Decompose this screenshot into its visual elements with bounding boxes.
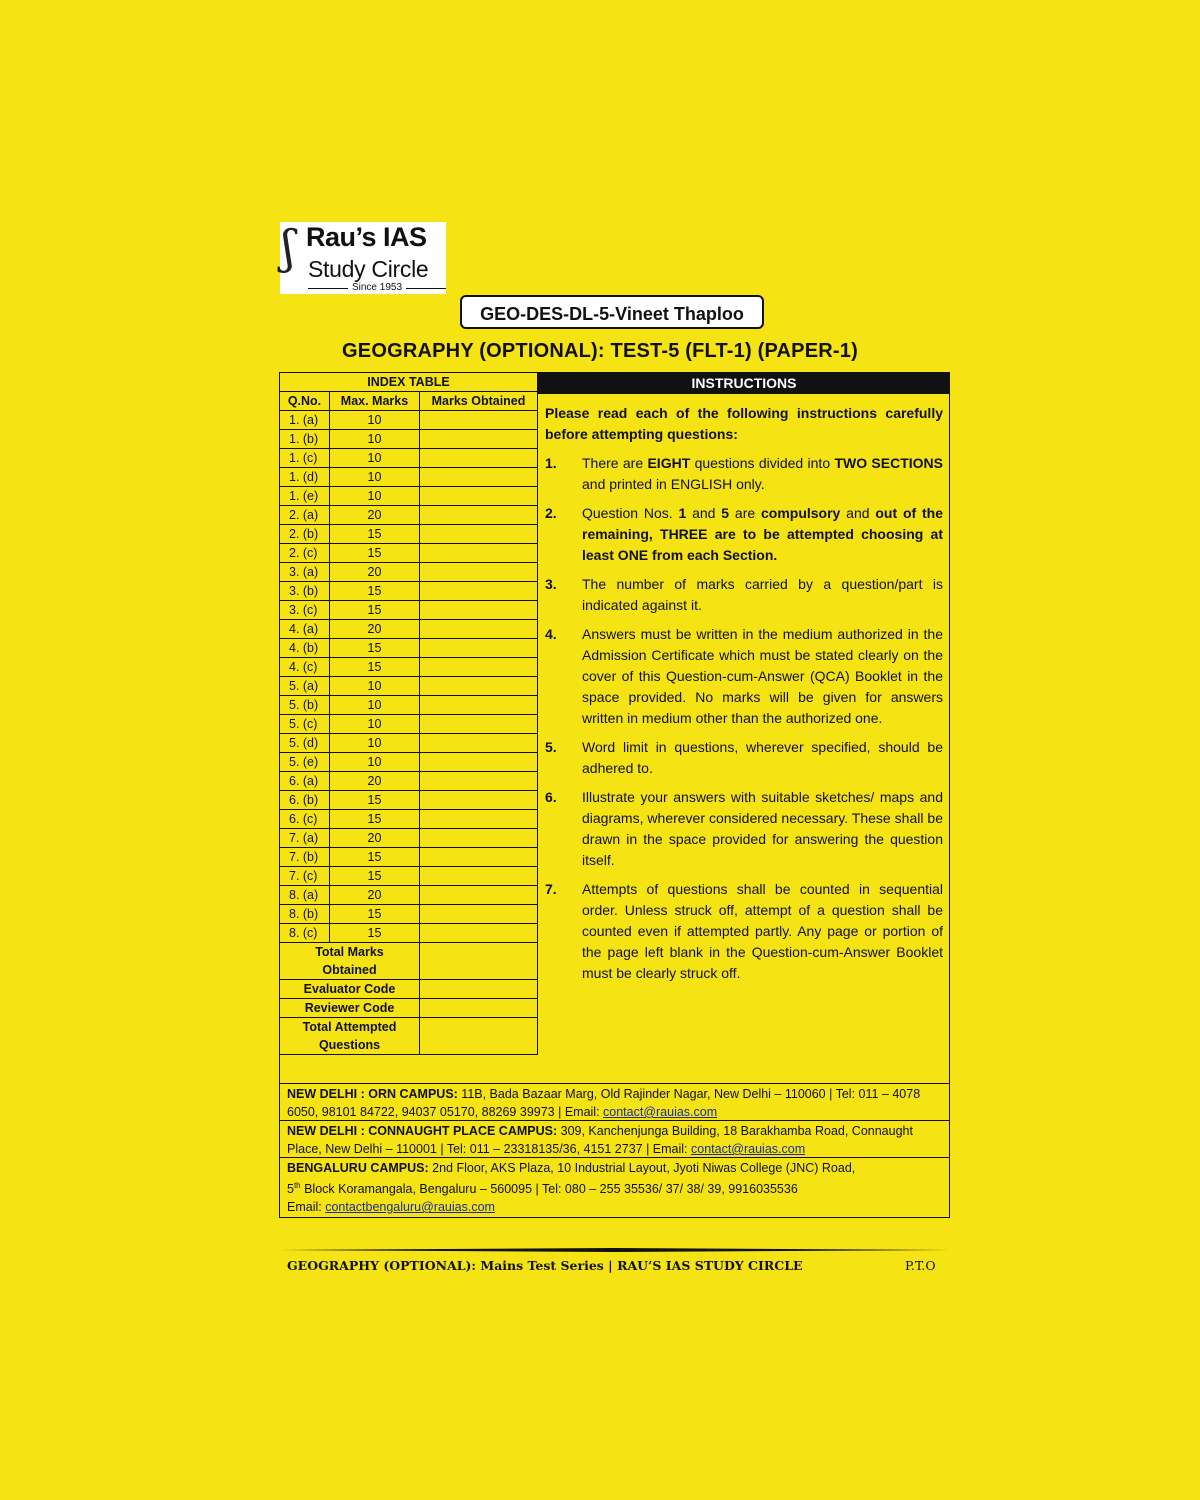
instruction-number: 4. [545,626,557,642]
marks-obtained-cell [420,601,538,620]
max-marks: 10 [330,696,420,715]
address-blr-label: BENGALURU CAMPUS: [287,1161,429,1175]
table-row [280,696,538,715]
table-row [280,411,538,430]
max-marks: 20 [330,620,420,639]
index-table-body [280,411,538,1055]
max-marks: 20 [330,563,420,582]
max-marks: 10 [330,753,420,772]
instructions-body [545,403,943,992]
question-number: 8. (b) [280,905,330,924]
logo-line1: Rau’s IAS [306,222,427,252]
max-marks: 15 [330,601,420,620]
max-marks: 10 [330,468,420,487]
address-cp-text: 309, Kanchenjunga Building, 18 Barakhamba Road, Connaught Place, New Delhi – 110001 | Tel: 011 – 23318135/36, 4151 2737 | Email: [287,1124,913,1156]
question-number: 5. (d) [280,734,330,753]
instruction-text: Word limit in questions, wherever specified, should be adhered to. [582,739,943,776]
question-number: 1. (b) [280,430,330,449]
instruction-text: TWO SECTIONS [834,455,943,471]
marks-obtained-cell [420,696,538,715]
max-marks: 15 [330,924,420,943]
instruction-text: Illustrate your answers with suitable sketches/ maps and diagrams, wherever considered necessary. These shall be drawn in the space provided for answering the question itself. [582,789,943,868]
index-table [279,372,538,1055]
question-number: 2. (a) [280,506,330,525]
address-cp [279,1120,950,1160]
instructions-intro: Please read each of the following instructions carefully before attempting questions: [545,405,943,442]
max-marks: 10 [330,430,420,449]
instruction-text: 5 [721,505,730,521]
marks-obtained-cell [420,886,538,905]
question-number: 7. (b) [280,848,330,867]
footer-pto: P.T.O [905,1258,936,1273]
max-marks: 20 [330,772,420,791]
summary-label: Total Attempted Questions [280,1018,420,1055]
table-row [280,430,538,449]
logo-mark-icon: ʃ [282,220,295,274]
address-blr-block-sup: th [293,1181,301,1190]
table-row [280,810,538,829]
marks-obtained-cell [420,525,538,544]
page-title: GEOGRAPHY (OPTIONAL): TEST-5 (FLT-1) (PAPER-1) [342,340,858,362]
summary-label: Reviewer Code [280,999,420,1018]
marks-obtained-cell [420,544,538,563]
footer-series-text: GEOGRAPHY (OPTIONAL): Mains Test Series | RAU’S IAS STUDY CIRCLE [287,1258,803,1273]
instruction-item [545,737,943,779]
table-row [280,848,538,867]
question-number: 6. (a) [280,772,330,791]
address-cp-label: NEW DELHI : CONNAUGHT PLACE CAMPUS: [287,1124,558,1138]
instruction-text: There are [582,455,648,471]
instruction-text: and printed in ENGLISH only. [582,476,765,492]
table-row [280,544,538,563]
question-number: 1. (d) [280,468,330,487]
question-number: 1. (c) [280,449,330,468]
marks-obtained-cell [420,677,538,696]
instruction-text: EIGHT [647,455,691,471]
summary-label: Evaluator Code [280,980,420,999]
max-marks: 15 [330,658,420,677]
instruction-text: compulsory [760,505,841,521]
instructions-list [545,453,943,984]
table-row [280,601,538,620]
max-marks: 15 [330,810,420,829]
max-marks: 10 [330,411,420,430]
question-number: 7. (c) [280,867,330,886]
marks-obtained-cell [420,506,538,525]
question-number: 7. (a) [280,829,330,848]
instructions-heading: INSTRUCTIONS [538,372,950,394]
instruction-item [545,624,943,729]
email-link-orn[interactable]: contact@rauias.com [603,1105,718,1119]
marks-obtained-cell [420,715,538,734]
table-row [280,886,538,905]
col-qno: Q.No. [280,392,330,411]
marks-obtained-cell [420,734,538,753]
marks-obtained-cell [420,905,538,924]
max-marks: 15 [330,905,420,924]
question-number: 2. (b) [280,525,330,544]
summary-value-cell [420,943,538,980]
marks-obtained-cell [420,772,538,791]
summary-value-cell [420,980,538,999]
question-number: 6. (c) [280,810,330,829]
summary-row [280,1018,538,1055]
summary-row [280,943,538,980]
instruction-number: 7. [545,881,557,897]
instruction-text: 1 [678,505,687,521]
marks-obtained-cell [420,753,538,772]
marks-obtained-cell [420,829,538,848]
table-row [280,867,538,886]
instruction-text: Answers must be written in the medium authorized in the Admission Certificate which must be stated clearly on the cover of this Question-cum-Answer (QCA) Booklet in the space provided. No marks will be given for answers written in medium other than the authorized one. [582,626,943,726]
table-row [280,620,538,639]
instruction-number: 5. [545,739,557,755]
question-number: 4. (b) [280,639,330,658]
instruction-text: and [686,505,722,521]
address-blr-block-num: 5 [287,1182,294,1197]
summary-row [280,999,538,1018]
question-number: 3. (a) [280,563,330,582]
logo-line2: Study Circle [308,256,429,282]
marks-obtained-cell [420,791,538,810]
question-number: 1. (e) [280,487,330,506]
email-link-cp[interactable]: contact@rauias.com [691,1142,806,1156]
max-marks: 15 [330,848,420,867]
instruction-number: 3. [545,576,557,592]
max-marks: 10 [330,734,420,753]
table-row [280,468,538,487]
question-number: 8. (a) [280,886,330,905]
table-row [280,753,538,772]
question-number: 8. (c) [280,924,330,943]
instruction-item [545,574,943,616]
table-row [280,734,538,753]
question-number: 5. (a) [280,677,330,696]
max-marks: 20 [330,829,420,848]
table-row [280,658,538,677]
address-blr-line1: 2nd Floor, AKS Plaza, 10 Industrial Layout, Jyoti Niwas College (JNC) Road, [428,1161,856,1175]
marks-obtained-cell [420,582,538,601]
table-row [280,905,538,924]
table-row [280,449,538,468]
summary-row [280,980,538,999]
col-marks-obtained: Marks Obtained [420,392,538,411]
marks-obtained-cell [420,620,538,639]
address-blr-line2: Block Koramangala, Bengaluru – 560095 | Tel: 080 – 255 35536/ 37/ 38/ 39, 9916035536 [300,1182,798,1197]
question-number: 5. (c) [280,715,330,734]
question-number: 5. (e) [280,753,330,772]
instruction-text: The number of marks carried by a question/part is indicated against it. [582,576,943,613]
table-row [280,772,538,791]
address-orn [279,1083,950,1123]
question-number: 1. (a) [280,411,330,430]
col-max-marks: Max. Marks [330,392,420,411]
instruction-text: out of the remaining, THREE are to be attempted choosing at least ONE from each Section. [582,505,943,563]
question-number: 5. (b) [280,696,330,715]
marks-obtained-cell [420,468,538,487]
max-marks: 15 [330,791,420,810]
table-row [280,639,538,658]
max-marks: 20 [330,506,420,525]
footer-divider [279,1248,950,1252]
instruction-text: Attempts of questions shall be counted in sequential order. Unless struck off, attempt of a question shall be counted even if attempted partly. Any page or portion of the page left blank in the Question-cum-Answer Booklet must be clearly struck off. [582,881,943,981]
marks-obtained-cell [420,658,538,677]
test-code-label: GEO-DES-DL-5-Vineet Thaploo [460,295,764,329]
address-orn-label: NEW DELHI : ORN CAMPUS: [287,1087,458,1101]
raus-ias-logo [280,222,446,294]
instruction-text: and [840,505,876,521]
instruction-number: 1. [545,455,557,471]
marks-obtained-cell [420,810,538,829]
marks-obtained-cell [420,449,538,468]
instruction-item [545,453,943,495]
instruction-item [545,879,943,984]
instruction-item [545,787,943,871]
instruction-text: are [729,505,761,521]
max-marks: 10 [330,449,420,468]
max-marks: 15 [330,867,420,886]
instruction-text: questions divided into [690,455,835,471]
table-row [280,525,538,544]
question-number: 6. (b) [280,791,330,810]
table-row [280,506,538,525]
max-marks: 10 [330,487,420,506]
max-marks: 15 [330,582,420,601]
instruction-text: Question Nos. [582,505,679,521]
address-blr-email-label: Email: [287,1200,326,1215]
max-marks: 15 [330,639,420,658]
table-row [280,677,538,696]
marks-obtained-cell [420,867,538,886]
address-orn-text: 11B, Bada Bazaar Marg, Old Rajinder Nagar, New Delhi – 110060 | Tel: 011 – 4078 6050, 98101 84722, 94037 05170, 88269 39973 | Email: [287,1087,921,1119]
marks-obtained-cell [420,430,538,449]
marks-obtained-cell [420,563,538,582]
summary-value-cell [420,1018,538,1055]
question-number: 3. (b) [280,582,330,601]
instruction-item [545,503,943,566]
question-number: 2. (c) [280,544,330,563]
summary-value-cell [420,999,538,1018]
max-marks: 10 [330,677,420,696]
table-row [280,487,538,506]
instruction-number: 6. [545,789,557,805]
question-number: 4. (c) [280,658,330,677]
question-number: 3. (c) [280,601,330,620]
table-row [280,582,538,601]
max-marks: 10 [330,715,420,734]
index-table-heading: INDEX TABLE [280,373,538,392]
logo-since: Since 1953 [308,283,446,293]
marks-obtained-cell [420,848,538,867]
table-row [280,829,538,848]
marks-obtained-cell [420,639,538,658]
summary-label: Total Marks Obtained [280,943,420,980]
instruction-number: 2. [545,505,557,521]
table-row [280,791,538,810]
address-blr [279,1157,950,1218]
email-link-blr[interactable]: contactbengaluru@rauias.com [325,1200,495,1215]
question-number: 4. (a) [280,620,330,639]
marks-obtained-cell [420,411,538,430]
marks-obtained-cell [420,487,538,506]
max-marks: 15 [330,525,420,544]
max-marks: 20 [330,886,420,905]
marks-obtained-cell [420,924,538,943]
table-row [280,563,538,582]
table-row [280,715,538,734]
table-row [280,924,538,943]
max-marks: 15 [330,544,420,563]
